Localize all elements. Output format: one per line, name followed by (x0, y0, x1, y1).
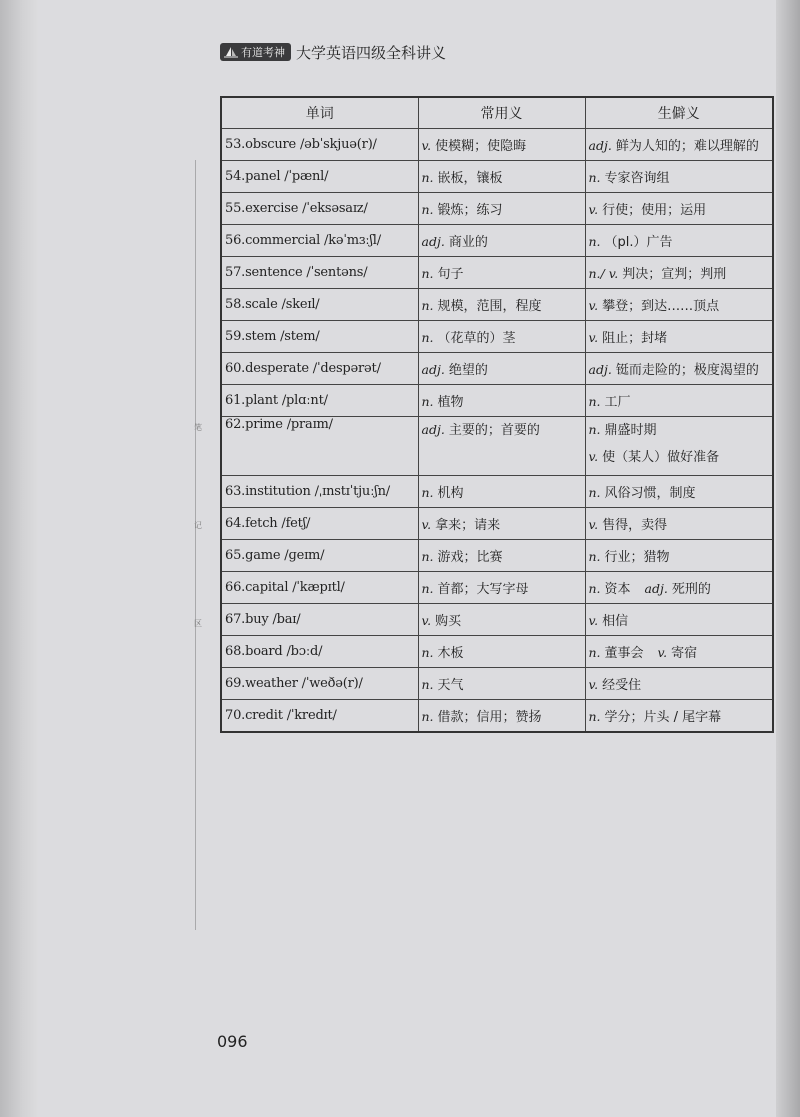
meaning-text: 铤而走险的；极度渴望的 (615, 363, 759, 378)
column-header-word: 单词 (221, 97, 418, 129)
column-header-common-meaning: 常用义 (418, 97, 585, 129)
word-cell: 56.commercial /kəˈmɜːʃl/ (221, 225, 418, 257)
sail-icon (224, 46, 238, 58)
meaning-entry (422, 417, 582, 444)
book-title: 大学英语四级全科讲义 (296, 43, 447, 62)
rare-meaning-cell (585, 225, 773, 257)
meaning-entry (589, 171, 670, 186)
word-cell: 65.game /ɡeɪm/ (221, 540, 418, 572)
common-meaning-cell (418, 508, 585, 540)
rare-meaning-cell (585, 417, 773, 476)
part-of-speech: v. (421, 138, 432, 153)
meaning-entry (422, 678, 464, 693)
meaning-text: 相信 (602, 614, 629, 629)
meaning-text: 攀登；到达……顶点 (602, 299, 720, 314)
meaning-text: 阻止；封堵 (602, 331, 668, 346)
rare-meaning-cell (585, 289, 773, 321)
rare-meaning-cell (585, 668, 773, 700)
part-of-speech: adj. (421, 234, 445, 249)
table-row (221, 540, 773, 572)
part-of-speech: n. (421, 298, 434, 313)
rare-meaning-cell (585, 604, 773, 636)
meaning-entry (422, 203, 503, 218)
table-row (221, 161, 773, 193)
word-cell: 54.panel /ˈpænl/ (221, 161, 418, 193)
meaning-text: 句子 (437, 267, 464, 282)
common-meaning-cell (418, 700, 585, 733)
word-cell: 63.institution /ˌɪnstɪˈtjuːʃn/ (221, 476, 418, 508)
table-row (221, 289, 773, 321)
part-of-speech: adj. (588, 138, 612, 153)
common-meaning-cell (418, 321, 585, 353)
part-of-speech: n. (421, 266, 434, 281)
part-of-speech: n. (421, 170, 434, 185)
table-row (221, 385, 773, 417)
part-of-speech: v. (588, 330, 599, 345)
word-cell: 61.plant /plɑːnt/ (221, 385, 418, 417)
part-of-speech: adj. (421, 422, 445, 437)
meaning-text: 专家咨询组 (604, 171, 670, 186)
meaning-text: 学分；片头 / 尾字幕 (604, 710, 722, 725)
meaning-text: 购买 (435, 614, 462, 629)
common-meaning-cell (418, 417, 585, 476)
meaning-text: 嵌板，镶板 (437, 171, 503, 186)
rare-meaning-cell (585, 257, 773, 289)
meaning-text: （pl.）广告 (604, 235, 673, 250)
part-of-speech: n. (421, 645, 434, 660)
meaning-entry (589, 395, 631, 410)
rare-meaning-cell (585, 636, 773, 668)
part-of-speech: n. (588, 170, 601, 185)
meaning-entry (422, 267, 464, 282)
meaning-entry (422, 331, 516, 346)
meaning-text: 寄宿 (671, 646, 698, 661)
rare-meaning-cell (585, 321, 773, 353)
margin-mark: 区 (194, 619, 202, 628)
meaning-text: 借款；信用；赞扬 (437, 710, 542, 725)
part-of-speech: adj. (644, 581, 668, 596)
meaning-entry (422, 550, 503, 565)
meaning-entry (422, 139, 527, 154)
vocabulary-table (220, 96, 774, 733)
rare-meaning-cell (585, 385, 773, 417)
part-of-speech: n. (588, 645, 601, 660)
meaning-entry (645, 582, 711, 597)
part-of-speech: n. (421, 549, 434, 564)
word-cell: 70.credit /ˈkredɪt/ (221, 700, 418, 733)
meaning-entry (589, 203, 707, 218)
page-edge-left (0, 0, 38, 1117)
word-cell: 57.sentence /ˈsentəns/ (221, 257, 418, 289)
meaning-entry (589, 267, 727, 282)
meaning-entry (589, 614, 629, 629)
part-of-speech: v. (588, 202, 599, 217)
common-meaning-cell (418, 257, 585, 289)
table-row (221, 636, 773, 668)
meaning-entry (422, 710, 542, 725)
part-of-speech: n. (421, 677, 434, 692)
part-of-speech: v. (588, 517, 599, 532)
part-of-speech: v. (657, 645, 668, 660)
meaning-entry (589, 235, 673, 250)
common-meaning-cell (418, 129, 585, 161)
part-of-speech: n. (588, 549, 601, 564)
meaning-entry (589, 486, 696, 501)
table-row (221, 604, 773, 636)
meaning-text: 植物 (437, 395, 464, 410)
meaning-text: 机构 (437, 486, 464, 501)
meaning-text: 死刑的 (671, 582, 711, 597)
meaning-text: 鼎盛时期 (604, 423, 657, 438)
meaning-text: 售得，卖得 (602, 518, 668, 533)
meaning-entry (422, 395, 464, 410)
meaning-text: 使模糊；使隐晦 (435, 139, 527, 154)
word-cell: 53.obscure /əbˈskjuə(r)/ (221, 129, 418, 161)
meaning-entry (658, 646, 698, 661)
page-edge-right (776, 0, 800, 1117)
rare-meaning-cell (585, 572, 773, 604)
part-of-speech: n. (588, 709, 601, 724)
meaning-text: 木板 (437, 646, 464, 661)
common-meaning-cell (418, 289, 585, 321)
word-cell: 59.stem /stem/ (221, 321, 418, 353)
meaning-entry (422, 582, 529, 597)
meaning-text: 行使；使用；运用 (602, 203, 707, 218)
common-meaning-cell (418, 161, 585, 193)
logo-text: 有道考神 (241, 46, 285, 59)
meaning-entry (589, 299, 720, 314)
rare-meaning-cell (585, 700, 773, 733)
meaning-entry (589, 331, 668, 346)
part-of-speech: v. (421, 517, 432, 532)
part-of-speech: n. (588, 581, 601, 596)
meaning-text: （花草的）茎 (437, 331, 516, 346)
table-row (221, 476, 773, 508)
table-row (221, 572, 773, 604)
meaning-text: 锻炼；练习 (437, 203, 503, 218)
part-of-speech: n. (421, 394, 434, 409)
part-of-speech: n. (421, 581, 434, 596)
margin-mark: 记 (194, 521, 202, 530)
meaning-text: 天气 (437, 678, 464, 693)
meaning-entry (589, 518, 668, 533)
meaning-entry (422, 363, 488, 378)
table-row (221, 353, 773, 385)
meaning-entry (422, 235, 488, 250)
word-cell: 64.fetch /fetʃ/ (221, 508, 418, 540)
meaning-text: 行业；猎物 (604, 550, 670, 565)
table-header-row (221, 97, 773, 129)
meaning-text: 拿来；请来 (435, 518, 501, 533)
running-header (220, 40, 446, 64)
word-cell: 67.buy /baɪ/ (221, 604, 418, 636)
common-meaning-cell (418, 385, 585, 417)
common-meaning-cell (418, 540, 585, 572)
rare-meaning-cell (585, 540, 773, 572)
table-row (221, 257, 773, 289)
meaning-entry (589, 444, 770, 471)
meaning-entry (422, 518, 501, 533)
part-of-speech: n. (588, 485, 601, 500)
margin-mark: 笔 (194, 423, 202, 432)
meaning-text: 绝望的 (448, 363, 488, 378)
word-cell: 68.board /bɔːd/ (221, 636, 418, 668)
part-of-speech: v. (588, 298, 599, 313)
word-cell: 62.prime /praɪm/ (221, 417, 418, 476)
meaning-text: 首都；大写字母 (437, 582, 529, 597)
part-of-speech: n. (588, 234, 601, 249)
part-of-speech: n./ v. (588, 266, 619, 281)
part-of-speech: v. (588, 613, 599, 628)
meaning-entry (589, 710, 722, 725)
rare-meaning-cell (585, 129, 773, 161)
page-number: 096 (217, 1032, 248, 1051)
part-of-speech: n. (421, 330, 434, 345)
word-cell: 55.exercise /ˈeksəsaɪz/ (221, 193, 418, 225)
part-of-speech: v. (588, 449, 599, 464)
meaning-entry (422, 486, 464, 501)
part-of-speech: v. (588, 677, 599, 692)
part-of-speech: adj. (588, 362, 612, 377)
common-meaning-cell (418, 668, 585, 700)
meaning-entry (589, 550, 670, 565)
meaning-entry (589, 582, 631, 597)
table-row (221, 193, 773, 225)
part-of-speech: adj. (421, 362, 445, 377)
word-cell: 58.scale /skeɪl/ (221, 289, 418, 321)
meaning-text: 判决；宣判；判刑 (622, 267, 727, 282)
column-header-rare-meaning: 生僻义 (585, 97, 773, 129)
meaning-text: 经受住 (602, 678, 642, 693)
part-of-speech: n. (421, 709, 434, 724)
meaning-entry (589, 363, 759, 378)
table-row (221, 668, 773, 700)
meaning-text: 规模，范围，程度 (437, 299, 542, 314)
publisher-logo (220, 43, 291, 61)
common-meaning-cell (418, 353, 585, 385)
meaning-text: 主要的；首要的 (448, 423, 540, 438)
notes-margin-line (195, 160, 196, 930)
meaning-entry (422, 646, 464, 661)
table-row (221, 417, 773, 476)
meaning-text: 使（某人）做好准备 (602, 450, 720, 465)
meaning-entry (589, 139, 759, 154)
part-of-speech: v. (421, 613, 432, 628)
rare-meaning-cell (585, 508, 773, 540)
meaning-text: 商业的 (448, 235, 488, 250)
table-row (221, 225, 773, 257)
meaning-text: 董事会 (604, 646, 644, 661)
word-cell: 60.desperate /ˈdespərət/ (221, 353, 418, 385)
common-meaning-cell (418, 476, 585, 508)
meaning-entry (589, 417, 770, 444)
table-row (221, 321, 773, 353)
meaning-text: 游戏；比赛 (437, 550, 503, 565)
meaning-text: 风俗习惯，制度 (604, 486, 696, 501)
part-of-speech: n. (588, 394, 601, 409)
common-meaning-cell (418, 604, 585, 636)
rare-meaning-cell (585, 161, 773, 193)
table-body (221, 129, 773, 733)
meaning-text: 资本 (604, 582, 631, 597)
common-meaning-cell (418, 572, 585, 604)
common-meaning-cell (418, 636, 585, 668)
table-row (221, 129, 773, 161)
meaning-entry (422, 171, 503, 186)
table-row (221, 700, 773, 733)
word-cell: 66.capital /ˈkæpɪtl/ (221, 572, 418, 604)
meaning-text: 工厂 (604, 395, 631, 410)
rare-meaning-cell (585, 353, 773, 385)
meaning-entry (422, 299, 542, 314)
rare-meaning-cell (585, 476, 773, 508)
meaning-entry (589, 646, 644, 661)
meaning-text: 鲜为人知的；难以理解的 (615, 139, 759, 154)
word-cell: 69.weather /ˈweðə(r)/ (221, 668, 418, 700)
part-of-speech: n. (588, 422, 601, 437)
meaning-entry (422, 614, 462, 629)
part-of-speech: n. (421, 485, 434, 500)
meaning-entry (589, 678, 642, 693)
common-meaning-cell (418, 225, 585, 257)
rare-meaning-cell (585, 193, 773, 225)
common-meaning-cell (418, 193, 585, 225)
part-of-speech: n. (421, 202, 434, 217)
table-row (221, 508, 773, 540)
